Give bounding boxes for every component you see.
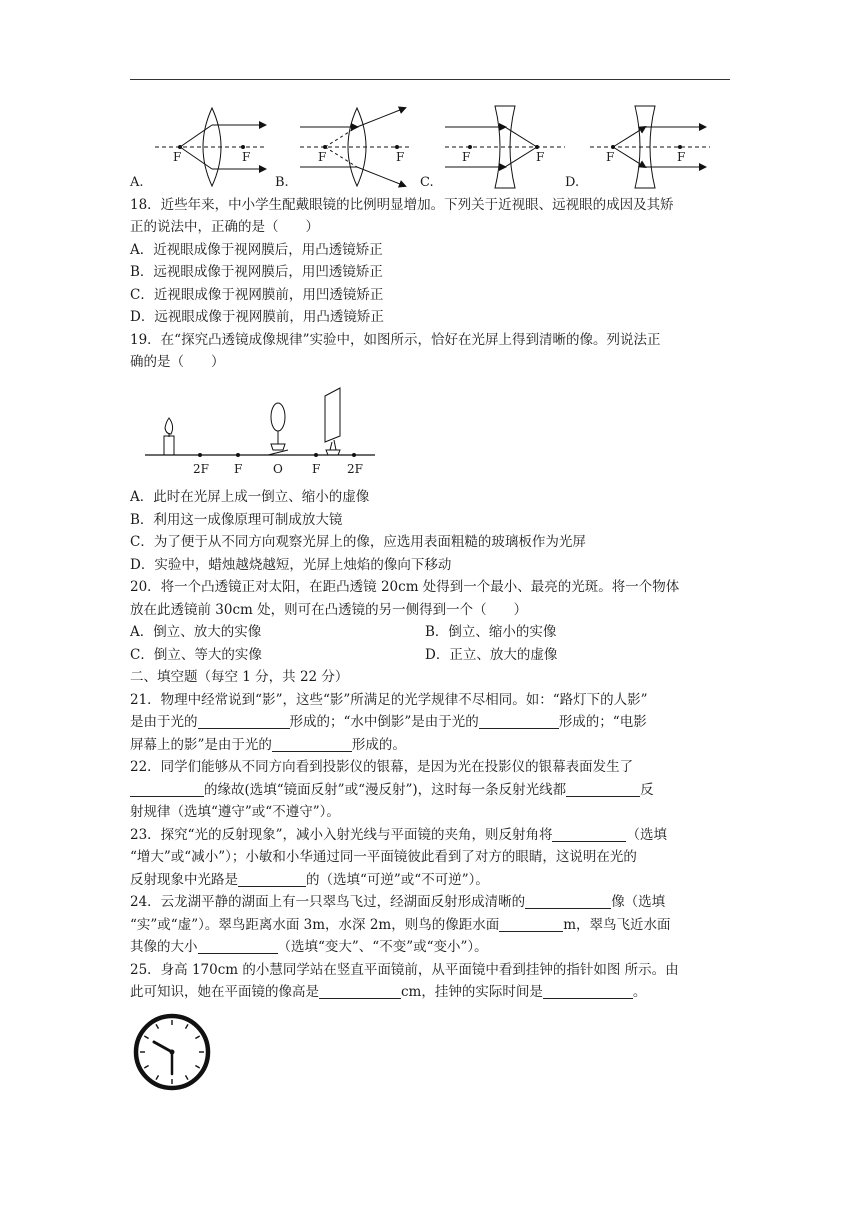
q19-stem-2: 确的是（ ） bbox=[130, 354, 225, 370]
q22-text: 的缘故(选填“镜面反射”或“漫反射”)，这时每一条反射光线都 bbox=[204, 782, 567, 798]
q22-text: 反 bbox=[640, 782, 654, 798]
q24-text: “实”或“虚”）。翠鸟距离水面 3m，水深 2m，则鸟的像距水面 bbox=[130, 917, 500, 933]
q23-text: 的（选填“可逆”或“不可逆”）。 bbox=[306, 872, 489, 888]
q24-text: 24．云龙湖平静的湖面上有一只翠鸟飞过，经湖面反射形成清晰的 bbox=[130, 894, 526, 910]
lens-diagram-a bbox=[155, 108, 265, 186]
q23-text: 反射现象中光路是 bbox=[130, 872, 238, 888]
focal-label: F bbox=[173, 150, 182, 164]
q25-text: 此可知识，她在平面镜的像高是 bbox=[130, 984, 319, 1000]
q18-option-c: C．近视眼成像于视网膜前，用凹透镜矫正 bbox=[130, 287, 384, 303]
focal-label: F bbox=[462, 150, 471, 164]
q20-option-b: B．倒立、缩小的实像 bbox=[425, 624, 557, 640]
q21-text: 形成的；“电影 bbox=[558, 714, 647, 730]
q20-stem-1: 20．将一个凸透镜正对太阳，在距凸透镜 20cm 处得到一个最小、最亮的光斑。将一个物体 bbox=[130, 579, 680, 595]
q23-line-2: “增大”或“减小”）；小敏和小华通过同一平面镜彼此看到了对方的眼睛，这说明在光的 bbox=[130, 849, 637, 865]
q21-blank-2[interactable] bbox=[479, 714, 559, 729]
q21-blank-3[interactable] bbox=[272, 737, 352, 752]
q20-options-row-2 bbox=[130, 644, 735, 667]
q22-blank-1[interactable] bbox=[130, 782, 204, 797]
option-label-b: B. bbox=[275, 175, 289, 190]
focal-label: F bbox=[677, 150, 686, 164]
q24-text: 其像的大小 bbox=[130, 939, 198, 955]
q21-text: 是由于光的 bbox=[130, 714, 198, 730]
q20-stem-2: 放在此透镜前 30cm 处，则可在凸透镜的另一侧得到一个（ ） bbox=[130, 602, 528, 618]
bench-label-f-right: F bbox=[312, 462, 321, 476]
lens-diagram-d bbox=[590, 106, 710, 188]
q23-blank-2[interactable] bbox=[238, 872, 306, 887]
q20-option-d: D．正立、放大的虚像 bbox=[425, 647, 558, 663]
q24-line-3 bbox=[130, 936, 735, 959]
q24-text: m，翠鸟飞近水面 bbox=[563, 917, 671, 933]
q24-text: （选填“变大”、“不变”或“变小”）。 bbox=[277, 939, 488, 955]
q21-text: 屏幕上的影”是由于光的 bbox=[130, 737, 272, 753]
q18-option-b: B．远视眼成像于视网膜后，用凹透镜矫正 bbox=[130, 264, 383, 280]
q19-option-d: D．实验中，蜡烛越烧越短，光屏上烛焰的像向下移动 bbox=[130, 557, 452, 573]
q23-line-3 bbox=[130, 869, 735, 892]
q23-text: （选填 bbox=[626, 827, 667, 843]
bench-label-f-left: F bbox=[234, 462, 243, 476]
q22-line-2 bbox=[130, 779, 735, 802]
q25-blank-2[interactable] bbox=[543, 984, 633, 999]
q21-line-3 bbox=[130, 734, 735, 757]
q24-blank-3[interactable] bbox=[198, 939, 278, 954]
q24-blank-1[interactable] bbox=[525, 894, 611, 909]
optical-bench-figure bbox=[140, 384, 380, 476]
focal-label: F bbox=[606, 150, 615, 164]
q25-text: cm，挂钟的实际时间是 bbox=[401, 984, 543, 1000]
q22-blank-2[interactable] bbox=[566, 782, 640, 797]
q19-option-b: B．利用这一成像原理可制成放大镜 bbox=[130, 512, 343, 528]
q21-line-2 bbox=[130, 711, 735, 734]
q23-line-1 bbox=[130, 824, 735, 847]
q22-line-3: 射规律（选填“遵守”或“不遵守”）。 bbox=[130, 804, 340, 820]
q19-stem-1: 19．在“探究凸透镜成像规律”实验中，如图所示，恰好在光屏上得到清晰的像。列说法正 bbox=[130, 332, 661, 348]
q24-blank-2[interactable] bbox=[499, 917, 563, 932]
option-label-c: C. bbox=[420, 175, 434, 190]
q19-option-c: C．为了便于从不同方向观察光屏上的像，应选用表面粗糙的玻璃板作为光屏 bbox=[130, 534, 586, 550]
q25-text: 。 bbox=[632, 984, 647, 1000]
q22-line-1: 22．同学们能够从不同方向看到投影仪的银幕，是因为光在投影仪的银幕表面发生了 bbox=[130, 759, 634, 775]
q18-stem-1: 18．近些年来，中小学生配戴眼镜的比例明显增加。下列关于近视眼、远视眼的成因及其矫 bbox=[130, 197, 674, 213]
q18-option-d: D．远视眼成像于视网膜前，用凸透镜矫正 bbox=[130, 309, 384, 325]
q21-text: 形成的；“水中倒影”是由于光的 bbox=[289, 714, 479, 730]
q20-option-a: A．倒立、放大的实像 bbox=[130, 624, 262, 640]
q18-stem-2: 正的说法中，正确的是（ ） bbox=[130, 219, 319, 235]
q24-line-2 bbox=[130, 914, 735, 937]
header-rule bbox=[130, 79, 730, 80]
q18-option-a: A．近视眼成像于视网膜后，用凸透镜矫正 bbox=[130, 242, 383, 258]
lens-diagram-c bbox=[445, 106, 565, 188]
lens-diagram-b bbox=[300, 108, 410, 186]
q20-options-row-1 bbox=[130, 621, 735, 644]
q24-line-1 bbox=[130, 891, 735, 914]
focal-label: F bbox=[396, 150, 405, 164]
clock-icon bbox=[132, 1012, 212, 1092]
section-heading-fill-in: 二、填空题（每空 1 分，共 22 分） bbox=[130, 669, 349, 685]
bench-label-o: O bbox=[273, 462, 283, 476]
option-label-d: D. bbox=[565, 175, 580, 190]
bench-label-2f-right: 2F bbox=[347, 462, 363, 476]
q23-blank-1[interactable] bbox=[552, 827, 626, 842]
focal-label: F bbox=[318, 150, 327, 164]
focal-label: F bbox=[536, 150, 545, 164]
q24-text: 像（选填 bbox=[611, 894, 666, 910]
q23-text: 23．探究“光的反射现象”，减小入射光线与平面镜的夹角，则反射角将 bbox=[130, 827, 553, 843]
q21-line-1: 21．物理中经常说到“影”，这些“影”所满足的光学规律不尽相同。如：“路灯下的人影” bbox=[130, 692, 648, 708]
focal-label: F bbox=[242, 150, 251, 164]
option-label-a: A. bbox=[130, 175, 144, 190]
q21-blank-1[interactable] bbox=[198, 714, 290, 729]
q25-line-2 bbox=[130, 981, 735, 1004]
q19-option-a: A．此时在光屏上成一倒立、缩小的虚像 bbox=[130, 489, 370, 505]
q20-option-c: C．倒立、等大的实像 bbox=[130, 647, 262, 663]
q21-text: 形成的。 bbox=[351, 737, 406, 753]
q25-line-1: 25．身高 170cm 的小慧同学站在竖直平面镜前，从平面镜中看到挂钟的指针如图 所示。由 bbox=[130, 962, 679, 978]
bench-label-2f-left: 2F bbox=[193, 462, 209, 476]
q25-blank-1[interactable] bbox=[319, 984, 401, 999]
